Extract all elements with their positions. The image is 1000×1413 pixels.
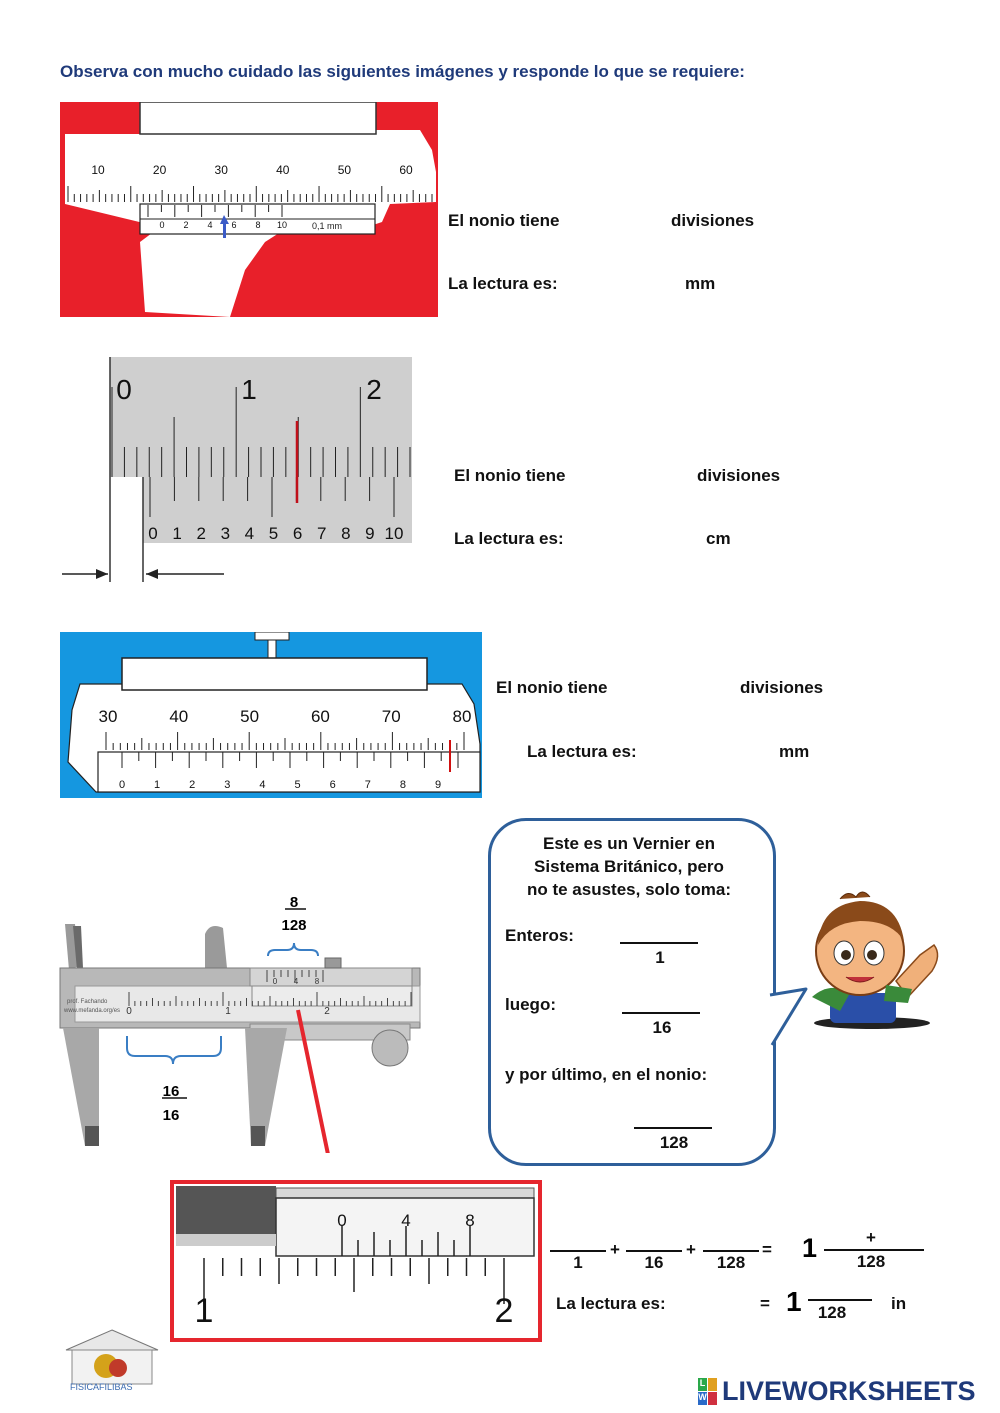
scale-label: 0 xyxy=(148,524,158,543)
scale-label: 1 xyxy=(172,524,182,543)
scale-label: 6 xyxy=(292,524,303,543)
caliper-bottom-den: 16 xyxy=(162,1107,180,1124)
enteros-denominator: 1 xyxy=(655,948,665,967)
scale-label: 4 xyxy=(207,220,213,230)
scale-label: 40 xyxy=(276,163,290,177)
result-numerator: + xyxy=(866,1228,876,1247)
scale-label: 10 xyxy=(384,524,404,543)
scale-label: 8 xyxy=(314,977,320,986)
scale-label: 0 xyxy=(116,374,132,405)
scale-label: 30 xyxy=(98,707,118,726)
final-whole: 1 xyxy=(786,1286,802,1317)
plus-1: + xyxy=(610,1240,620,1259)
scale-label: 5 xyxy=(268,524,279,543)
scale-label: 80 xyxy=(452,707,472,726)
scale-label: 3 xyxy=(220,524,231,543)
logo-text: FISICAFILIBAS xyxy=(70,1382,133,1392)
caliper-top-num: 8 xyxy=(289,894,299,911)
page-instruction: Observa con mucho cuidado las siguientes imágenes y responde lo que se requiere: xyxy=(60,62,745,81)
divisiones-label-3: divisiones xyxy=(740,678,824,697)
divisiones-label-2: divisiones xyxy=(697,466,781,485)
enteros-label: Enteros: xyxy=(505,926,574,945)
lectura-label-1: La lectura es: xyxy=(448,274,558,293)
figure-vernier-1 xyxy=(60,102,438,317)
scale-label: 6 xyxy=(231,220,237,230)
scale-label: 60 xyxy=(399,163,413,177)
scale-label: 60 xyxy=(310,707,330,726)
scale-label: 0 xyxy=(272,977,278,986)
final-denominator: 128 xyxy=(817,1303,847,1322)
scale-label: 9 xyxy=(365,524,375,543)
scale-label: 6 xyxy=(329,779,336,791)
lectura-label-2: La lectura es: xyxy=(454,529,564,548)
scale-label: 2 xyxy=(366,374,382,405)
result-denominator: 128 xyxy=(856,1252,886,1271)
ultimo-denominator: 128 xyxy=(659,1133,689,1152)
scale-label: 9 xyxy=(434,779,442,791)
scale-label: 8 xyxy=(399,779,406,791)
nonio-label-3: El nonio tiene xyxy=(496,678,608,697)
scale-label: 2 xyxy=(196,524,206,543)
scale-label: 2 xyxy=(183,220,189,230)
caliper-brand-1: prof. Fachando xyxy=(67,999,108,1005)
plus-2: + xyxy=(686,1240,696,1259)
scale-label: 50 xyxy=(337,163,352,177)
caliper-top-den: 128 xyxy=(281,917,307,934)
unit-label-1: mm xyxy=(685,274,716,293)
nonio-label-1: El nonio tiene xyxy=(448,211,560,230)
divisiones-label-1: divisiones xyxy=(671,211,755,230)
fisica-logo xyxy=(62,1328,162,1392)
final-unit: in xyxy=(891,1294,907,1313)
scale-label: 8 xyxy=(255,220,261,230)
scale-label: 0 xyxy=(126,1006,132,1017)
bubble-intro: Este es un Vernier en Sistema Británico, pero no te asustes, solo toma: xyxy=(526,834,732,899)
british-caliper-figure xyxy=(55,888,425,1153)
scale-label: 50 xyxy=(240,707,260,726)
figure-vernier-2 xyxy=(60,357,412,587)
scale-label: 1 xyxy=(225,1006,231,1017)
sum-den-3: 128 xyxy=(716,1253,746,1272)
scale-label: 7 xyxy=(316,524,327,543)
scale-label: 3 xyxy=(224,779,231,791)
scale-label: 2 xyxy=(324,1006,330,1017)
scale-label: 10 xyxy=(276,220,288,230)
caliper-bottom-num: 16 xyxy=(162,1083,180,1100)
arrow-left-icon xyxy=(146,569,158,579)
figure1-precision: 0,1 mm xyxy=(312,221,343,231)
scale-label: 4 xyxy=(244,524,255,543)
arrow-right-icon xyxy=(96,569,108,579)
scale-label: 4 xyxy=(259,779,266,791)
footer-brand: LIVEWORKSHEETS xyxy=(722,1376,976,1406)
figure-vernier-3 xyxy=(60,632,482,798)
scale-label: 5 xyxy=(294,779,301,791)
scale-label: 30 xyxy=(214,163,228,177)
scale-label: 0 xyxy=(159,220,165,230)
scale-label: 7 xyxy=(364,779,371,791)
luego-label: luego: xyxy=(505,995,556,1014)
scale-label: 8 xyxy=(465,1211,475,1230)
scale-label: 1 xyxy=(154,779,161,791)
unit-label-3: mm xyxy=(779,742,810,761)
lectura-label-3: La lectura es: xyxy=(527,742,637,761)
liveworksheets-badge: L W xyxy=(698,1378,718,1406)
final-equals: = xyxy=(760,1294,770,1313)
scale-label: 0 xyxy=(118,779,126,791)
scale-label: 1 xyxy=(194,1292,214,1330)
scale-label: 4 xyxy=(401,1211,411,1230)
sum-equals: = xyxy=(762,1240,772,1259)
nonio-label-2: El nonio tiene xyxy=(454,466,566,485)
luego-denominator: 16 xyxy=(652,1018,672,1037)
scale-label: 2 xyxy=(494,1292,514,1330)
caliper-brand-2: www.mefanda.org/es xyxy=(64,1008,121,1014)
scale-label: 70 xyxy=(381,707,401,726)
final-lectura-label: La lectura es: xyxy=(556,1294,666,1313)
scale-label: 2 xyxy=(189,779,196,791)
unit-label-2: cm xyxy=(706,529,731,548)
scale-label: 0 xyxy=(337,1211,347,1230)
sum-den-2: 16 xyxy=(644,1253,664,1272)
scale-label: 40 xyxy=(169,707,189,726)
cartoon-boy-icon xyxy=(800,885,945,1030)
zoom-detail-figure xyxy=(170,1180,542,1342)
scale-label: 8 xyxy=(341,524,351,543)
scale-label: 1 xyxy=(241,374,257,405)
scale-label: 4 xyxy=(293,977,299,986)
ultimo-label: y por último, en el nonio: xyxy=(505,1065,708,1084)
scale-label: 20 xyxy=(152,163,167,177)
scale-label: 10 xyxy=(91,163,105,177)
result-whole: 1 xyxy=(802,1233,818,1263)
sum-den-1: 1 xyxy=(573,1253,583,1272)
